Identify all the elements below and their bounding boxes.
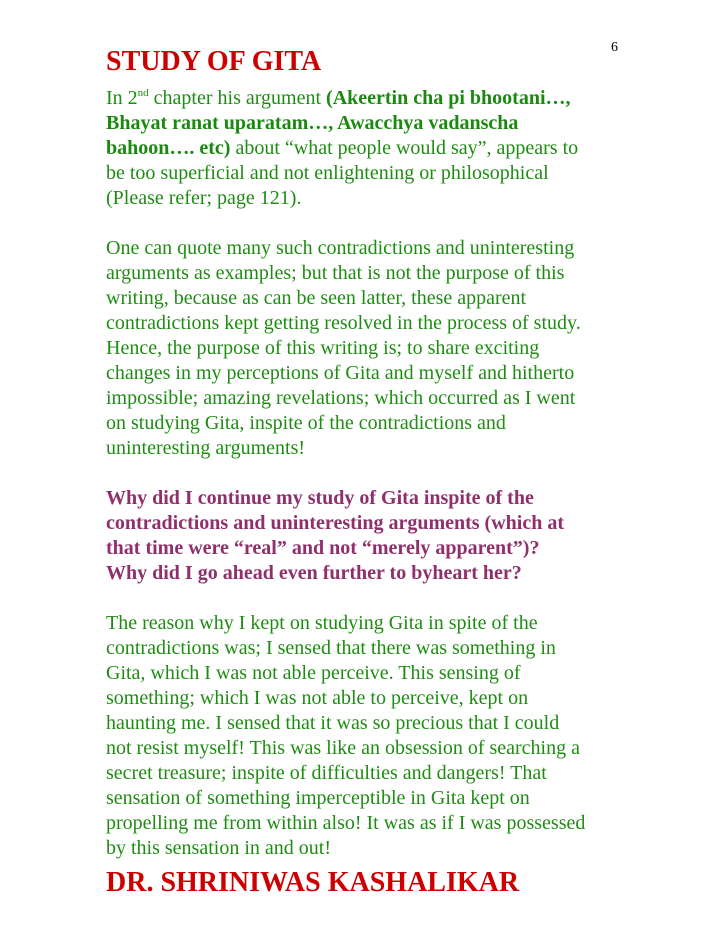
question-line: contradictions and uninteresting arguments (which at xyxy=(106,512,564,534)
text-line: The reason why I kept on studying Gita in spite of the xyxy=(106,612,538,634)
text-span: In 2 xyxy=(106,87,138,109)
text-span: about “what people would say”, appears to xyxy=(230,137,579,159)
text-line: arguments as examples; but that is not the purpose of this xyxy=(106,262,565,284)
text-line: haunting me. I sensed that it was so precious that I could xyxy=(106,712,560,734)
text-line: impossible; amazing revelations; which occurred as I went xyxy=(106,387,576,409)
author-name: DR. SHRINIWAS KASHALIKAR xyxy=(106,867,520,898)
paragraph-question xyxy=(106,486,626,586)
text-line: sensation of something imperceptible in Gita kept on xyxy=(106,787,530,809)
text-line: One can quote many such contradictions and uninteresting xyxy=(106,237,575,259)
sanskrit-quote-line: Bhayat ranat uparatam…, Awacchya vadanscha xyxy=(106,112,519,134)
text-line: by this sensation in and out! xyxy=(106,837,331,859)
text-line xyxy=(106,136,626,161)
paragraph-reason xyxy=(106,611,626,861)
text-line: changes in my perceptions of Gita and myself and hitherto xyxy=(106,362,575,384)
text-line: contradictions was; I sensed that there was something in xyxy=(106,637,556,659)
text-line: uninteresting arguments! xyxy=(106,437,306,459)
question-line: that time were “real” and not “merely apparent”)? xyxy=(106,537,540,559)
text-line: on studying Gita, inspite of the contradictions and xyxy=(106,412,506,434)
page-title: STUDY OF GITA xyxy=(106,46,322,77)
text-line: (Please refer; page 121). xyxy=(106,187,302,209)
text-line: Hence, the purpose of this writing is; to share exciting xyxy=(106,337,540,359)
text-line: propelling me from within also! It was as if I was possessed xyxy=(106,812,586,834)
text-span: chapter his argument xyxy=(148,87,327,109)
paragraph-purpose xyxy=(106,236,626,461)
text-line: be too superficial and not enlightening or philosophical xyxy=(106,162,549,184)
question-line: Why did I continue my study of Gita inspite of the xyxy=(106,487,534,509)
text-line xyxy=(106,86,626,111)
text-line: something; which I was not able to perceive, kept on xyxy=(106,687,529,709)
text-line: not resist myself! This was like an obsession of searching a xyxy=(106,737,580,759)
paragraph-chapter-argument xyxy=(106,86,626,211)
sanskrit-quote: (Akeertin cha pi bhootani…, xyxy=(326,87,571,109)
text-line: writing, because as can be seen latter, these apparent xyxy=(106,287,527,309)
text-line: Gita, which I was not able perceive. This sensing of xyxy=(106,662,521,684)
page-number: 6 xyxy=(611,40,618,55)
question-line: Why did I go ahead even further to byheart her? xyxy=(106,562,522,584)
sanskrit-quote: bahoon…. etc) xyxy=(106,137,231,159)
ordinal-superscript: nd xyxy=(137,87,149,99)
body-text xyxy=(106,86,626,886)
text-line: contradictions kept getting resolved in the process of study. xyxy=(106,312,581,334)
text-line: secret treasure; inspite of difficulties and dangers! That xyxy=(106,762,547,784)
